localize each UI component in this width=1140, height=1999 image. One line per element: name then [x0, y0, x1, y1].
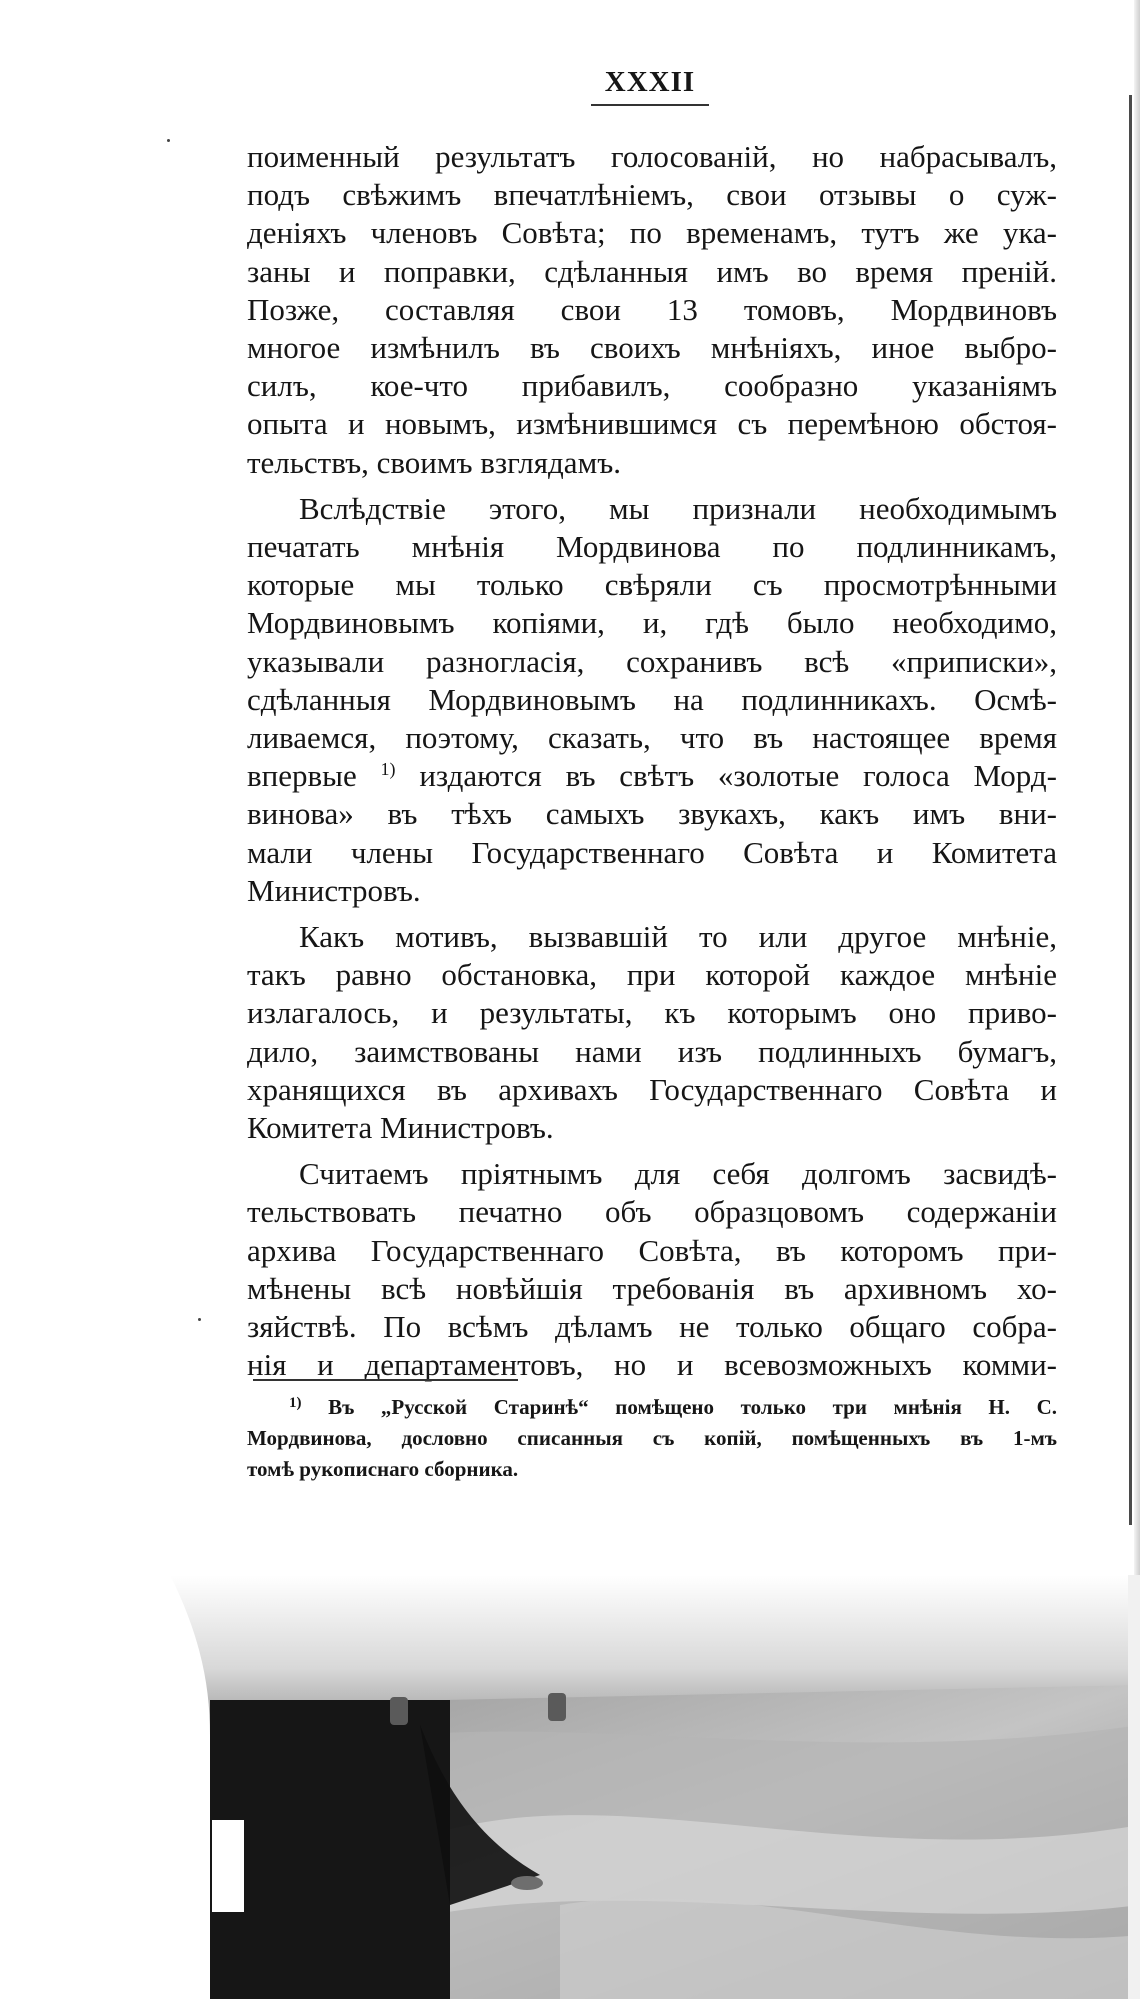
footnote-line: Мордвинова, дословно списанныя съ копій, помѣщенныхъ въ 1-мъ: [247, 1426, 1057, 1450]
text-line: дило, заимствованы нами изъ подлинныхъ бумагъ,: [247, 1033, 1057, 1069]
text-fragment: издаются въ свѣтъ «золотые голоса Морд-: [419, 758, 1057, 794]
text-line: Какъ мотивъ, вызвавшій то или другое мнѣніе,: [299, 919, 1057, 955]
text-line: заны и поправки, сдѣланныя имъ во время преній.: [247, 253, 1057, 289]
text-line: нія и департаментовъ, но и всевозможныхъ комми-: [247, 1347, 1057, 1383]
text-line: тельствъ, своимъ взглядамъ.: [247, 444, 621, 480]
text-fragment: впервые: [247, 758, 357, 794]
page-number: XXXII: [591, 66, 709, 106]
scanner-bed-photo: [0, 1575, 1140, 1999]
stray-mark: [198, 1318, 201, 1321]
text-line: которые мы только свѣряли съ просмотрѣнными: [247, 567, 1057, 603]
text-line: Комитета Министровъ.: [247, 1110, 554, 1146]
text-line: тельствовать печатно объ образцовомъ содержаніи: [247, 1194, 1057, 1230]
text-line-with-footnote: [247, 757, 1057, 795]
footnote-divider: [253, 1379, 518, 1381]
footnote-reference[interactable]: 1): [380, 759, 396, 780]
text-line: Считаемъ пріятнымъ для себя долгомъ засвидѣ-: [299, 1156, 1057, 1192]
text-line: деніяхъ членовъ Совѣта; по временамъ, тутъ же ука-: [247, 215, 1057, 251]
text-line: Позже, составляя свои 13 томовъ, Мордвиновъ: [247, 291, 1057, 327]
text-line: опыта и новымъ, измѣнившимся съ перемѣною обстоя-: [247, 406, 1057, 442]
text-line: силъ, кое-что прибавилъ, сообразно указаніямъ: [247, 368, 1057, 404]
text-line: многое измѣнилъ въ своихъ мнѣніяхъ, иное выбро-: [247, 330, 1057, 366]
page-header: [0, 66, 1140, 106]
paragraph-gap: [247, 910, 1057, 918]
text-line: ливаемся, поэтому, сказать, что въ настоящее время: [247, 720, 1057, 756]
footnote-line: [247, 1392, 1057, 1423]
text-line: винова» въ тѣхъ самыхъ звукахъ, какъ имъ вни-: [247, 796, 1057, 832]
paragraph-gap: [247, 482, 1057, 490]
body-text: [247, 138, 1057, 1385]
text-line: печатать мнѣнія Мордвинова по подлинникамъ,: [247, 529, 1057, 565]
text-line: Вслѣдствіе этого, мы признали необходимымъ: [299, 490, 1057, 526]
footnote-text: Въ „Русской Старинѣ“ помѣщено только три мнѣнія Н. С.: [328, 1395, 1057, 1419]
text-line: архива Государственнаго Совѣта, въ которомъ при-: [247, 1232, 1057, 1268]
paragraph-gap: [247, 1147, 1057, 1155]
text-line: указывали разногласія, сохранивъ всѣ «приписки»,: [247, 643, 1057, 679]
page-edge-shadow: [1134, 0, 1140, 1600]
text-line: зяйствѣ. По всѣмъ дѣламъ не только общаго собра-: [247, 1309, 1057, 1345]
text-line: Министровъ.: [247, 872, 421, 908]
footnote-line: томѣ рукописнаго сборника.: [247, 1457, 519, 1481]
text-line: хранящихся въ архивахъ Государственнаго Совѣта и: [247, 1071, 1057, 1107]
text-line: Мордвиновымъ копіями, и, гдѣ было необходимо,: [247, 605, 1057, 641]
text-line: такъ равно обстановка, при которой каждое мнѣніе: [247, 957, 1057, 993]
text-line: подъ свѣжимъ впечатлѣніемъ, свои отзывы о суж-: [247, 177, 1057, 213]
footnote-marker: 1): [289, 1395, 302, 1411]
binding-line: [1129, 95, 1132, 1525]
scanner-artifact-image: [0, 1575, 1140, 1999]
stray-mark: [167, 139, 170, 142]
text-line: излагалось, и результаты, къ которымъ оно приво-: [247, 995, 1057, 1031]
footnote: [247, 1392, 1057, 1485]
text-line: сдѣланныя Мордвиновымъ на подлинникахъ. Осмѣ-: [247, 681, 1057, 717]
text-line: поименный результатъ голосованій, но набрасывалъ,: [247, 139, 1057, 174]
text-line: мѣнены всѣ новѣйшія требованія въ архивномъ хо-: [247, 1270, 1057, 1306]
text-line: мали члены Государственнаго Совѣта и Комитета: [247, 834, 1057, 870]
